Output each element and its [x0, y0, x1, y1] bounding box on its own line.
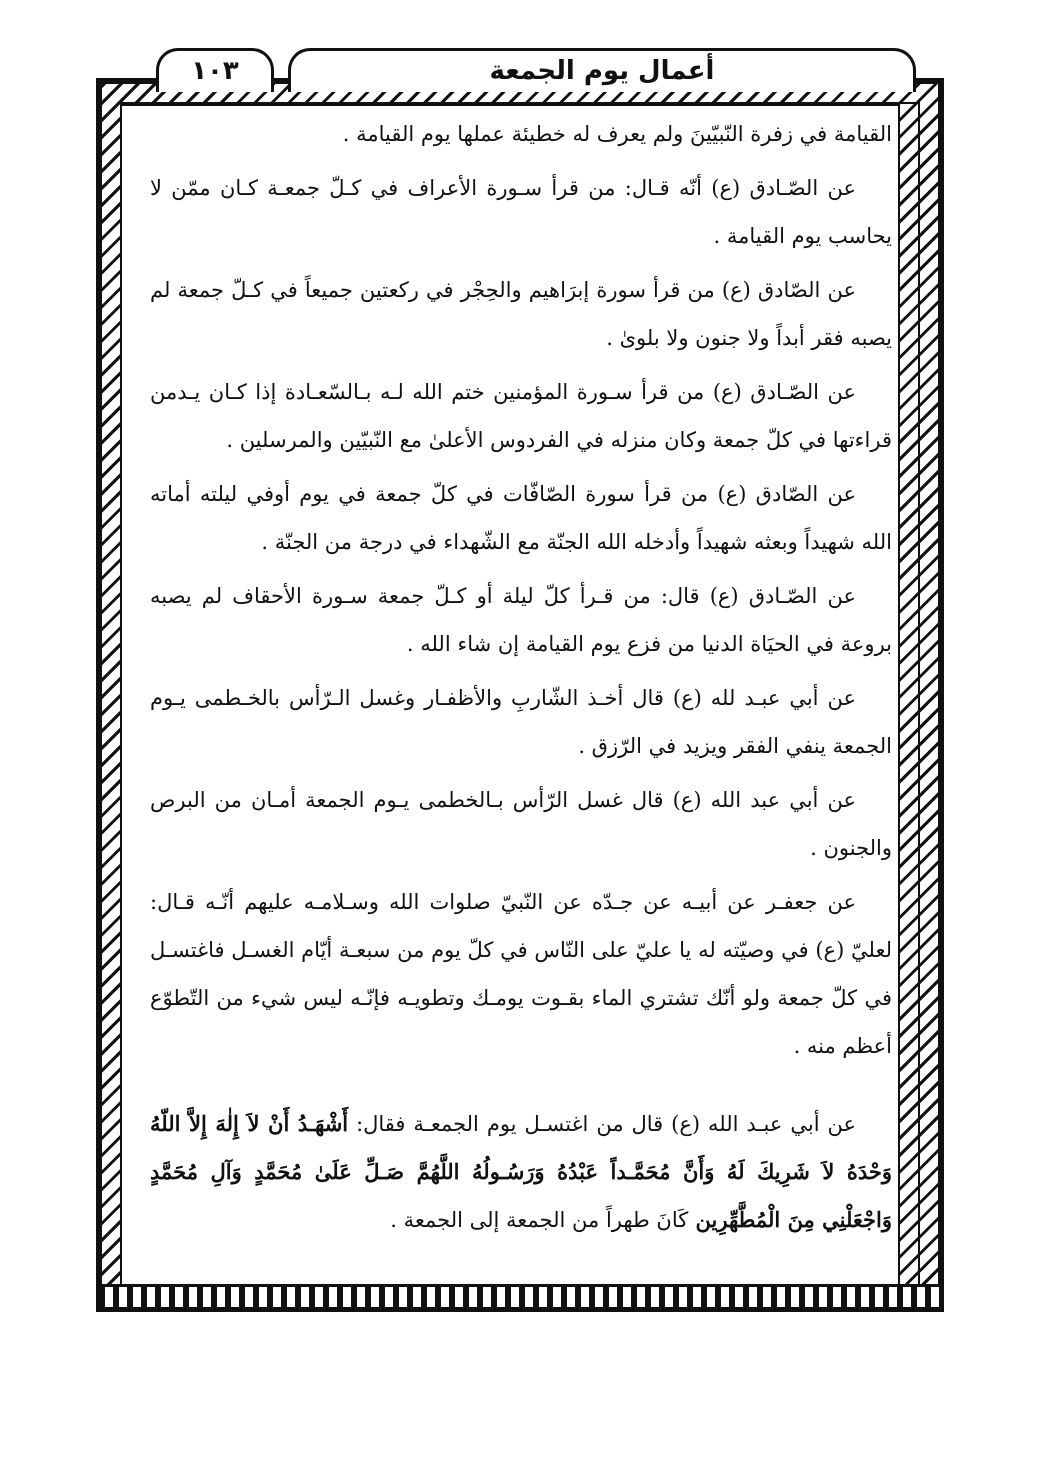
- paragraph-2: عن الصّـادق (ع) أنّه قـال: من قرأ سـورة الأعراف في كـلّ جمعـة كـان ممّن لا يحاسب يوم القيامة .: [150, 176, 892, 248]
- bottom-ornament-band: [96, 1284, 944, 1310]
- paragraph-6: عن الصّـادق (ع) قال: من قـرأ كلّ ليلة أو كـلّ جمعة سـورة الأحقاف لم يصبه بروعة في الحيَاة الدنيا من فزع يوم القيامة إن شاء الله .: [150, 584, 892, 656]
- page-content: [150, 110, 892, 1250]
- paragraph-10-intro: عن أبي عبـد الله (ع) قال من اغتسـل يوم الجمعـة فقال:: [348, 1112, 856, 1136]
- paragraph-1: القيامة في زفرة النّبيّينَ ولم يعرف له خطيئة عملها يوم القيامة .: [342, 122, 892, 146]
- paragraph-7: عن أبي عبـد لله (ع) قال أخـذ الشّاربِ والأظفـار وغسل الـرّأس بالخـطمى يـوم الجمعة ينفي الفقر ويزيد في الرّزق .: [150, 686, 892, 758]
- paragraph-10-dua: أَشْهَـدُ أَنْ لاَ إِلٰهَ إِلاَّ اللّهُ وَحْدَهُ لاَ شَرِيكَ لَهُ وَأَنَّ مُحَمَّـداً عَبْدُهُ وَرَسُـولُهُ اللَّهُمَّ صَـلِّ عَلَىٰ مُحَمَّدٍ وَآلِ مُحَمَّدٍ وَاجْعَلْنِي مِنَ الْمُطَّهِّرِين: [150, 1111, 892, 1232]
- paragraph-4: عن الصّـادق (ع) من قرأ سـورة المؤمنين ختم الله لـه بـالسّعـادة إذا كـان يـدمن قراءتها في كلّ جمعة وكان منزله في الفردوس الأعلىٰ مع النّبيّين والمرسلين .: [150, 380, 892, 452]
- paragraph-5: عن الصّادق (ع) من قرأ سورة الصّافّات في كلّ جمعة في يوم أوفي ليلته أماته الله شهيداً وبعثه شهيداً وأدخله الله الجنّة مع الشّهداء في درجة من الجنّة .: [150, 482, 892, 554]
- page-title: أعمال يوم الجمعة: [288, 48, 916, 92]
- paragraph-3: عن الصّادق (ع) من قرأ سورة إبرَاهيم والحِجْر في ركعتين جميعاً في كـلّ جمعة لم يصبه فقر أبداً ولا جنون ولا بلوىٰ .: [150, 278, 892, 350]
- paragraph-10: [150, 1100, 892, 1244]
- paragraph-10-outro: كَانَ طهراً من الجمعة إلى الجمعة .: [390, 1208, 689, 1232]
- paragraph-9: عن جعفـر عن أبيـه عن جـدّه عن النّبيّ صلوات الله وسـلامـه عليهم أنّـه قـال: لعليّ (ع) في وصيّته له يا عليّ على النّاس في كلّ يوم من سبعـة أيّام الغسـل فاغتسـل في كلّ جمعة ولو أنّك تشتري الماء بقـوت يومـك وتطويـه فإنّـه ليس شيء من التّطوّع أعظم منه .: [150, 890, 892, 1058]
- paragraph-8: عن أبي عبد الله (ع) قال غسل الرّأس بـالخطمى يـوم الجمعة أمـان من البرص والجنون .: [150, 788, 892, 860]
- page-number: ١٠٣: [156, 48, 274, 92]
